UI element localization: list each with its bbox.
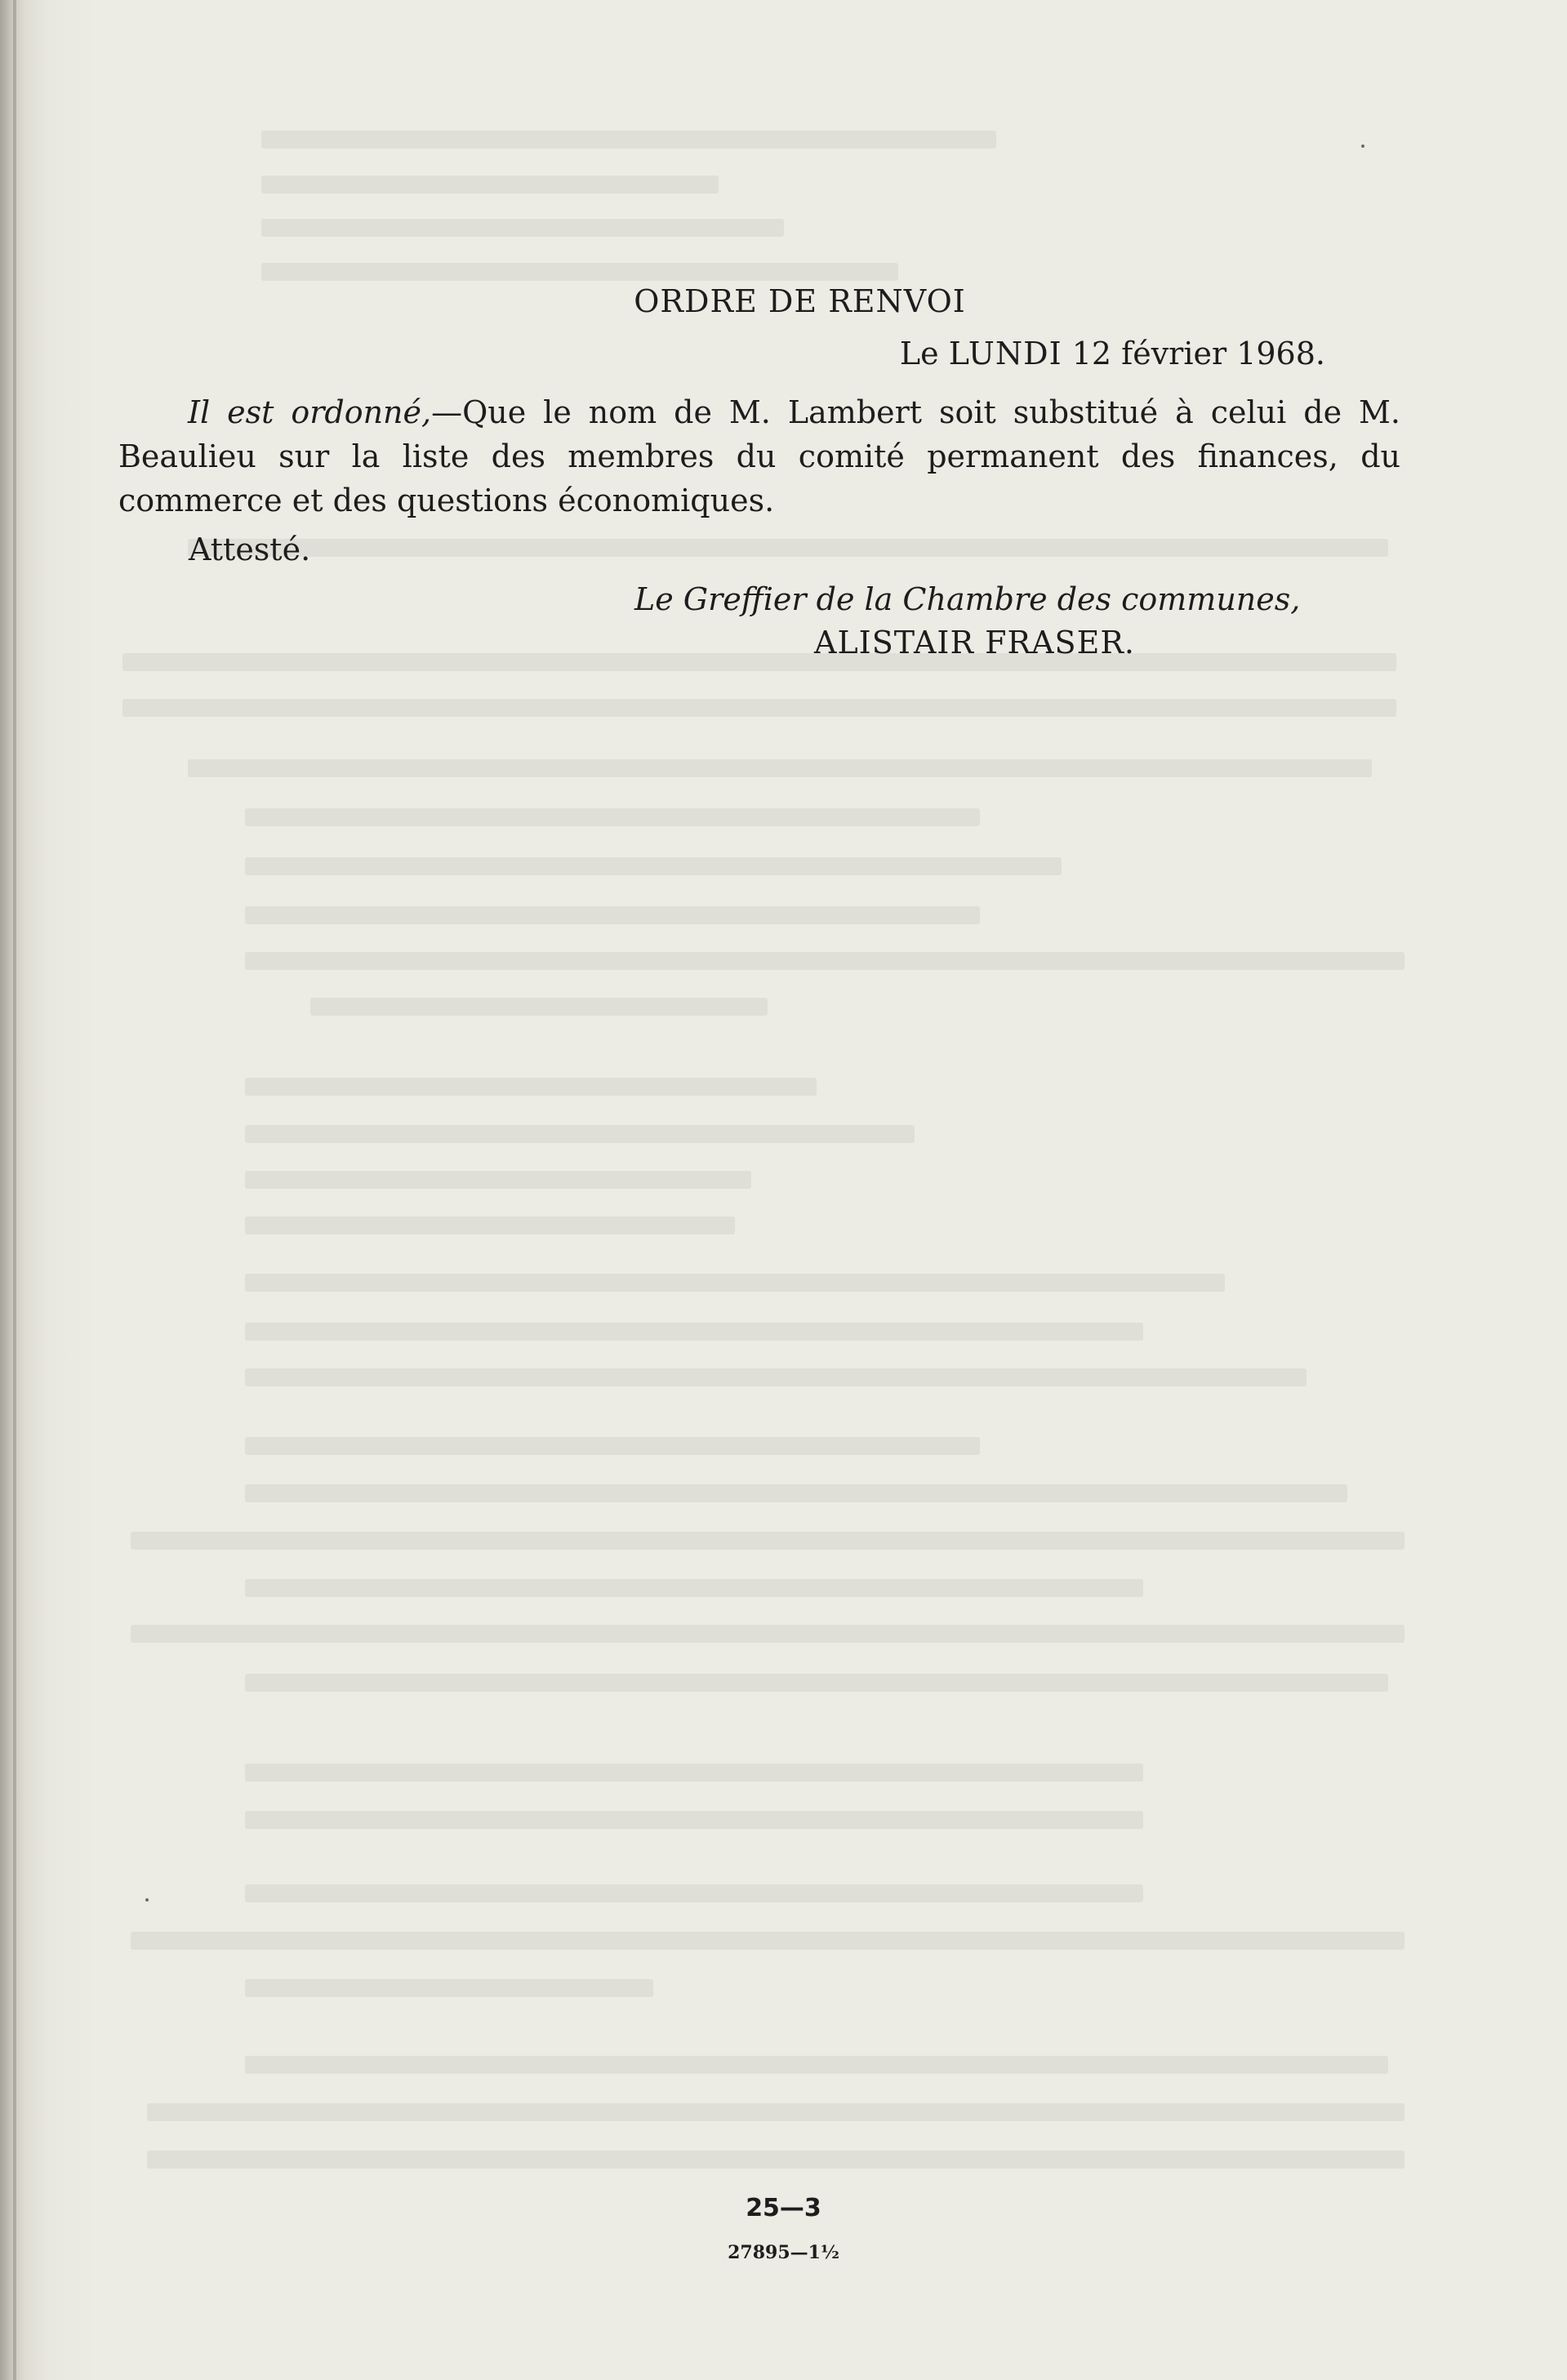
- date-rest: 12 février 1968.: [1062, 336, 1325, 371]
- signer-title: Le Greffier de la Chambre des communes,: [634, 581, 1301, 617]
- print-code: 27895—1½: [728, 2242, 839, 2263]
- order-intro: Il est ordonné,: [188, 394, 432, 430]
- attestation: Attesté.: [189, 532, 311, 567]
- page-folio: 25—3: [746, 2194, 821, 2222]
- order-text: —Que le nom de M. Lambert soit substitué à celui de M. Beaulieu sur la liste des membres du comité permanent des finances, du commerce et des questions économiques.: [118, 394, 1401, 518]
- date-prefix: Le: [899, 336, 949, 371]
- document-heading: ORDRE DE RENVOI: [634, 283, 966, 319]
- dust-speck: [1361, 145, 1364, 148]
- date-day: LUNDI: [948, 336, 1062, 371]
- order-paragraph: [118, 390, 1400, 523]
- binding-fold: [13, 0, 16, 2380]
- date-line: [900, 338, 1325, 369]
- dust-speck: [145, 1898, 149, 1902]
- signer-name: ALISTAIR FRASER.: [814, 625, 1136, 661]
